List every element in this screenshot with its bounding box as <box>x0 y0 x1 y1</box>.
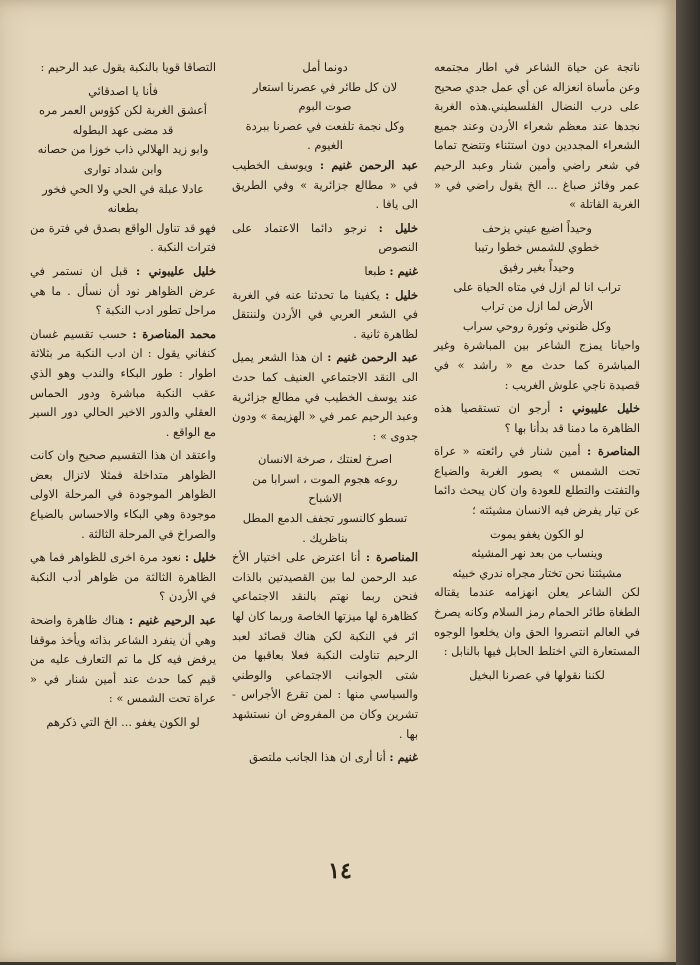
speaker-name: المناصرة : <box>586 444 640 459</box>
verse-line: وينساب من بعد نهر المشيئه <box>471 546 603 561</box>
speaker-paragraph <box>232 286 418 345</box>
paragraph: التصاقا قويا بالنكبة يقول عبد الرحيم : <box>40 60 216 74</box>
paragraph: لكن الشاعر يعلن انهزامه عندما يقتاله الطغاة طائر الحمام رمز السلام وكانه يصرخ في العالم انتصروا الحق وان يخلعوا الوجوه المستعارة التي اختلط الحابل فيها بالنابل : <box>434 585 640 659</box>
speaker-name: عبد الرحمن غنيم : <box>327 350 418 365</box>
speaker-text: قبل ان نستمر في عرض الظواهر نود أن نسأل . ما هي مراحل تطور ادب النكبة ؟ <box>30 263 216 318</box>
verse-line: اصرخ لعنتك ، صرخة الانسان <box>257 452 392 467</box>
speaker-name: عبد الرحمن غنيم : <box>319 157 418 172</box>
paragraph: واحيانا يمزج الشاعر بين المباشرة وغير المباشرة كما حدث مع « راشد » في قصيدة ناجي علوش الغريب : <box>434 338 640 392</box>
text-column-right <box>434 58 640 685</box>
verse-line: الاشباح <box>308 491 342 506</box>
speaker-name: غنيم : <box>389 263 418 278</box>
paragraph: ناتجة عن حياة الشاعر في اطار مجتمعه وعن مأساة انعزاله عن أي عمل جدي صحيح على درب النضال الفلسطيني.هذه الغربة نجدها عند معظم شعراء الأردن وعند جميع الشعراء المجددين دون استثناء وتتضح تماما في شعر راضي وأمين شنار وعبد الرحيم عمر وفائز صباغ ... الخ يقول راضي في « الغربة القاتلة » <box>434 60 640 212</box>
verse-line: عادلا عبلة في الحي ولا الحي فخور بطعانه <box>42 181 204 216</box>
speaker-text: طبعا <box>364 263 390 278</box>
speaker-text: حسب تقسيم غسان كنفاني يقول : ان ادب النكبة مر بثلاثة اطوار : طور البكاء والندب وهو الذي عقب النكبة مباشرة ودور الحماس العقلي والدور الاخير الحالي دور السير مع الواقع . <box>30 326 216 439</box>
speaker-text: أرجو ان تستقصيا هذه الظاهرة ما دمنا قد بدأنا بها ؟ <box>434 401 640 435</box>
speaker-text: هناك ظاهرة واضحة وهي أن ينفرد الشاعر بذاته ويأخذ موقفا يرفض فيه كل ما تم التعارف عليه من قيم كما حدث عند أمين شنار في « عراة تحت الشمس » : <box>30 613 216 706</box>
speaker-text: ان هذا الشعر يميل الى النقد الاجتماعي العنيف كما حدث عند يوسف الخطيب في مطالع جزائرية وعبد الرحيم عمر في « الهزيمة » ودون جدوى » : <box>232 350 418 443</box>
speaker-name: محمد المناصرة : <box>132 326 216 341</box>
speaker-name: خليل : <box>184 550 216 565</box>
speaker-name: خليل : <box>385 287 419 302</box>
speaker-paragraph <box>232 219 418 258</box>
speaker-text: أنا اعترض على اختيار الأخ عبد الرحمن لما بين القصيدتين بالذات فنحن ربما نهتم بالنقد الاجتماعي كظاهرة لها ميزتها الخاصة وربما كان لها اثر في النكبة لكن هناك قصائد لعبد الرحيم تناولت النكبة فعلا بعاقبها من شتى الجوانب الاجتماعي والوطني والسياسي منها : لمن تقرع الأجراس - تشرين وكان من المفروض ان نستشهد بها . <box>232 550 418 741</box>
verse-line: الغيوم . <box>307 138 343 153</box>
paragraph: واعتقد ان هذا التقسيم صحيح وان كانت الظواهر متداخلة فمثلا لاتزال بعض الظواهر الموجودة في المرحلة الاولى موجودة وهي البكاء والاحساس بالضياع والصراخ في المرحلة الثالثة . <box>30 448 216 541</box>
speaker-name: خليل : <box>378 220 418 235</box>
verse-line: بناظريك . <box>302 530 348 545</box>
speaker-paragraph <box>232 262 418 282</box>
speaker-paragraph <box>30 611 216 709</box>
verse-line: صوت البوم <box>298 99 352 114</box>
page-number: ١٤ <box>328 858 352 884</box>
speaker-text: ويوسف الخطيب في « مطالع جزائرية » وفي الطريق الى يافا . <box>232 157 418 212</box>
binding-edge <box>676 0 700 965</box>
speaker-text: نرجو دائما الاعتماد على النصوص <box>232 220 418 255</box>
verse-line: دونما أمل <box>302 60 348 74</box>
speaker-paragraph <box>434 399 640 438</box>
verse-line: فأنا يا اصدقائي <box>88 83 158 98</box>
verse-line: وابن شداد توارى <box>83 161 163 176</box>
verse-line: لان كل طائر في عصرنا استعار <box>252 79 398 94</box>
verse-line: قد مضى عهد البطوله <box>72 122 174 137</box>
speaker-text: أنا أرى ان هذا الجانب ملتصق <box>249 750 390 765</box>
verse-line: مشيئتنا نحن تختار مجراه ندري خبيئه <box>452 565 622 580</box>
speaker-paragraph <box>30 262 216 321</box>
speaker-paragraph <box>232 548 418 744</box>
speaker-text: أمين شنار في رائعته « عراة تحت الشمس » يصور الغربة والضياع والتفتت والتطلع للعودة وان كان يبحث دائما عن تيار يفرض فيه الانسان مشيئته ؛ <box>434 444 640 518</box>
speaker-paragraph <box>30 548 216 607</box>
speaker-paragraph <box>30 325 216 443</box>
verse-line: لكننا نقولها في عصرنا البخيل <box>469 667 605 682</box>
speaker-paragraph <box>434 442 640 520</box>
speaker-text: نعود مرة اخرى للظواهر فما هي الظاهرة الثالثة من ظواهر أدب النكبة في الأردن ؟ <box>30 550 216 604</box>
verse-line: لو الكون يغفو يموت <box>489 526 585 541</box>
speaker-paragraph <box>232 156 418 215</box>
text-column-left <box>30 58 216 733</box>
verse-line: أعشق الغربة لكن كؤوس العمر مره <box>39 103 207 118</box>
speaker-text: يكفينا ما تحدثنا عنه في الغربة في الشعر العربي في الأردن ولننتقل لظاهرة ثانية . <box>232 287 418 341</box>
verse-line: الأرض لما ازل من تراب <box>481 299 593 314</box>
paragraph: فهو قد تناول الواقع بصدق في فترة من فترات النكبة . <box>30 220 216 255</box>
speaker-name: خليل عليبوني : <box>136 263 216 278</box>
verse-line: وحيداً بغير رفيق <box>499 259 575 274</box>
speaker-name: خليل عليبوني : <box>558 401 640 416</box>
speaker-name: غنيم : <box>389 750 418 765</box>
speaker-paragraph <box>232 348 418 446</box>
verse-line: خطوي للشمس خطوا رتيبا <box>474 240 600 255</box>
verse-line: وابو زيد الهلالي ذاب خوزا من حصانه <box>37 142 209 157</box>
verse-line: لو الكون يغفو ... الخ التي ذكرهم <box>46 715 200 729</box>
speaker-name: المناصرة : <box>365 550 418 565</box>
speaker-paragraph <box>232 748 418 768</box>
text-column-middle <box>232 58 418 772</box>
speaker-name: عبد الرحيم غنيم : <box>129 613 216 628</box>
verse-line: وكل نجمة تلفعت في عصرنا ببردة <box>245 118 405 133</box>
verse-line: تراب انا لم ازل في متاه الحياة على <box>453 279 621 294</box>
verse-line: تسطو كالنسور تجفف الدمع المطل <box>242 511 408 526</box>
verse-line: وحيداً اضيع عيني يزحف <box>482 220 592 235</box>
verse-line: روعه هجوم الموت ، اسرابا من <box>252 471 398 486</box>
verse-line: وكل ظنوني وثورة روحي سراب <box>462 318 612 333</box>
